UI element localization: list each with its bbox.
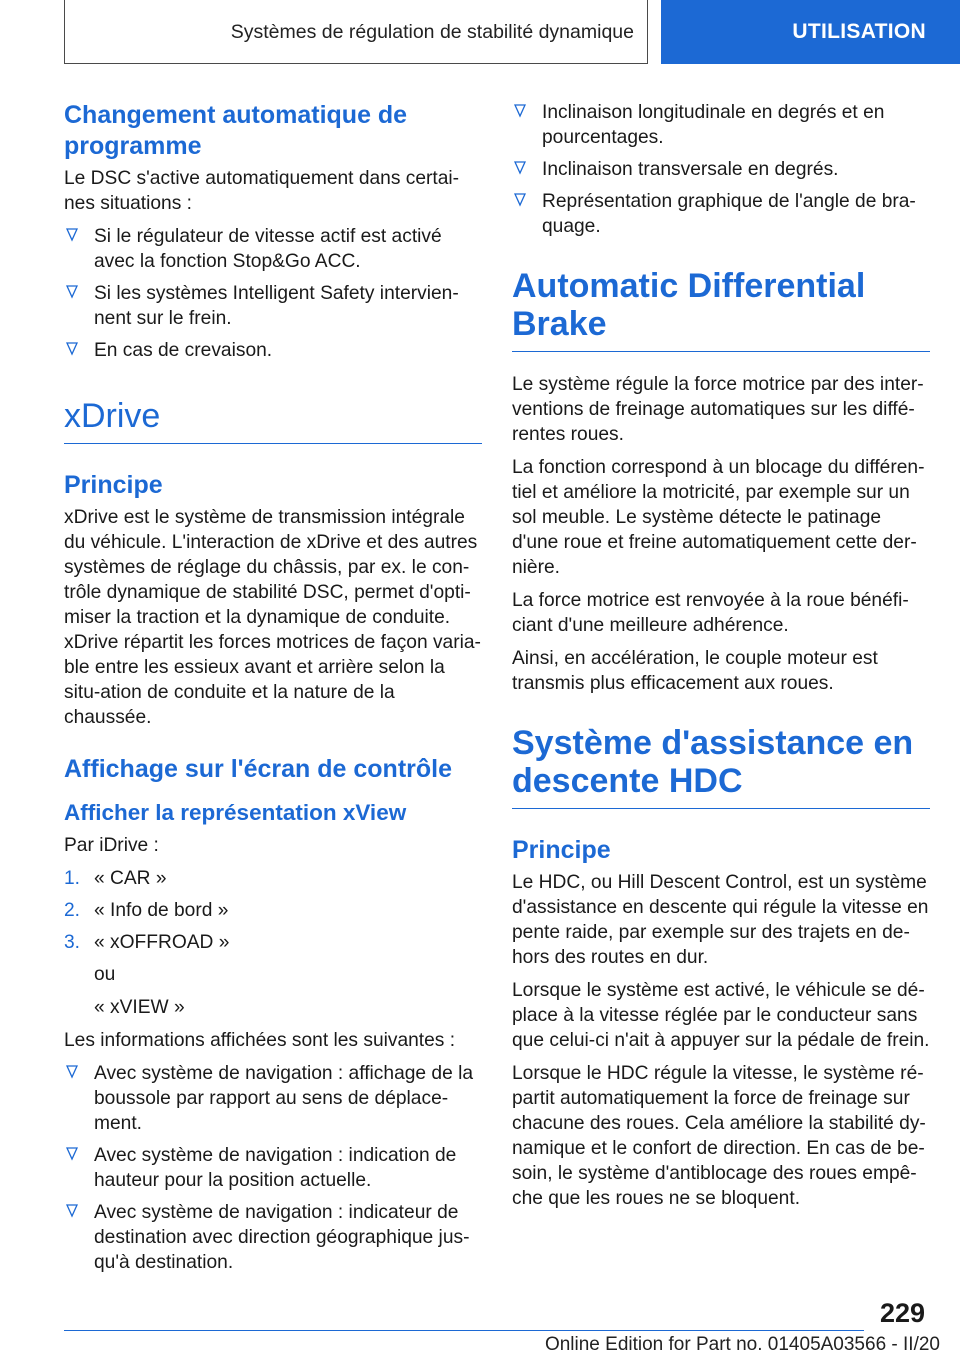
adb-paragraph: Ainsi, en accélération, le couple moteur est transmis plus efficacement aux roues. — [512, 648, 878, 694]
list-item: Si les systèmes Intelligent Safety intervien-nent sur le frein. — [64, 281, 482, 331]
triangle-bullet-icon — [514, 104, 526, 118]
page-number: 229 — [879, 1298, 925, 1328]
adb-heading: Automatic Differential Brake — [512, 267, 930, 352]
list-item: Si le régulateur de vitesse actif est activé avec la fonction Stop&Go ACC. — [64, 224, 482, 274]
chapter-tab: UTILISATION — [661, 0, 960, 64]
xview-heading: Afficher la représentation xView — [64, 800, 407, 825]
info-intro: Les informations affichées sont les suivantes : — [64, 1030, 456, 1051]
xdrive-paragraph: xDrive est le système de transmission intégrale du véhicule. L'interaction de xDrive et des autres systèmes de réglage du châssis, par ex. le con-trôle dynamique de stabilité DSC, permet d'opti-miser la traction et la dynamique de conduite. — [64, 507, 478, 628]
footer-divider — [64, 1330, 864, 1331]
display-info-list — [512, 100, 930, 239]
adb-paragraph: Le système régule la force motrice par des inter-ventions de freinage automatiques sur les diffé-rentes roues. — [512, 374, 924, 445]
hdc-heading: Système d'assistance en descente HDC — [512, 724, 930, 809]
list-item: Inclinaison transversale en degrés. — [512, 157, 930, 182]
list-item: Représentation graphique de l'angle de bra-quage. — [512, 189, 930, 239]
xview-steps — [64, 866, 482, 955]
edition-footer: Online Edition for Part no. 01405A03566 - II/20 — [544, 1334, 940, 1355]
triangle-bullet-icon — [514, 193, 526, 207]
list-item: Inclinaison longitudinale en degrés et en pourcentages. — [512, 100, 930, 150]
hdc-paragraph: Lorsque le HDC régule la vitesse, le système ré-partit automatiquement la force de freinage sur chacune des roues. Cela améliore la stabilité dy-namique et le confort de direction. En cas de be-soin, le système d'antiblocage des roues empê-che que les roues ne se bloquent. — [512, 1063, 926, 1209]
or-text: ou — [94, 964, 116, 985]
triangle-bullet-icon — [66, 1065, 78, 1079]
xdrive-heading: xDrive — [64, 397, 482, 444]
auto-change-list — [64, 224, 482, 363]
triangle-bullet-icon — [66, 1204, 78, 1218]
xdrive-paragraph: xDrive répartit les forces motrices de façon varia-ble entre les essieux avant et arrière selon la situ-ation de conduite et la nature de la chaussée. — [64, 632, 481, 728]
right-column — [512, 100, 930, 1219]
auto-change-heading: Changement automatique de programme — [64, 101, 408, 160]
step-item: 2. « Info de bord » — [64, 900, 229, 921]
list-item: Avec système de navigation : indicateur de destination avec direction géographique jus-qu'à destination. — [64, 1200, 482, 1275]
auto-change-intro: Le DSC s'active automatiquement dans certai-nes situations : — [64, 168, 460, 214]
step-item: 1. « CAR » — [64, 868, 167, 889]
hdc-paragraph: Lorsque le système est activé, le véhicule se dé-place à la vitesse réglée par le conducteur sans que celui-ci n'ait à appuyer sur la pédale de frein. — [512, 980, 930, 1051]
left-column — [64, 100, 482, 1283]
triangle-bullet-icon — [66, 1147, 78, 1161]
triangle-bullet-icon — [66, 342, 78, 356]
adb-paragraph: La fonction correspond à un blocage du différen-tiel et améliore la motricité, par exemple sur un sol meuble. Le système détecte le patinage d'une roue et freine automatiquement cette der-nière. — [512, 457, 925, 578]
display-heading: Affichage sur l'écran de contrôle — [64, 755, 452, 783]
triangle-bullet-icon — [66, 228, 78, 242]
list-item: Avec système de navigation : affichage de la boussole par rapport au sens de déplace-ment. — [64, 1061, 482, 1136]
triangle-bullet-icon — [514, 161, 526, 175]
hdc-paragraph: Le HDC, ou Hill Descent Control, est un système d'assistance en descente qui régule la vitesse en pente raide, par exemple sur des trajets en de-hors des routes en dur. — [512, 872, 929, 968]
adb-paragraph: La force motrice est renvoyée à la roue bénéfi-ciant d'une meilleure adhérence. — [512, 590, 909, 636]
step-item: 3. « xOFFROAD » — [64, 932, 230, 953]
triangle-bullet-icon — [66, 285, 78, 299]
via-idrive: Par iDrive : — [64, 835, 159, 856]
alt-step: « xVIEW » — [94, 997, 185, 1018]
list-item: En cas de crevaison. — [64, 338, 482, 363]
list-item: Avec système de navigation : indication de hauteur pour la position actuelle. — [64, 1143, 482, 1193]
xdrive-principle-heading: Principe — [64, 471, 163, 499]
section-title: Systèmes de régulation de stabilité dynamique — [230, 20, 634, 43]
info-list — [64, 1061, 482, 1275]
hdc-principle-heading: Principe — [512, 836, 611, 864]
